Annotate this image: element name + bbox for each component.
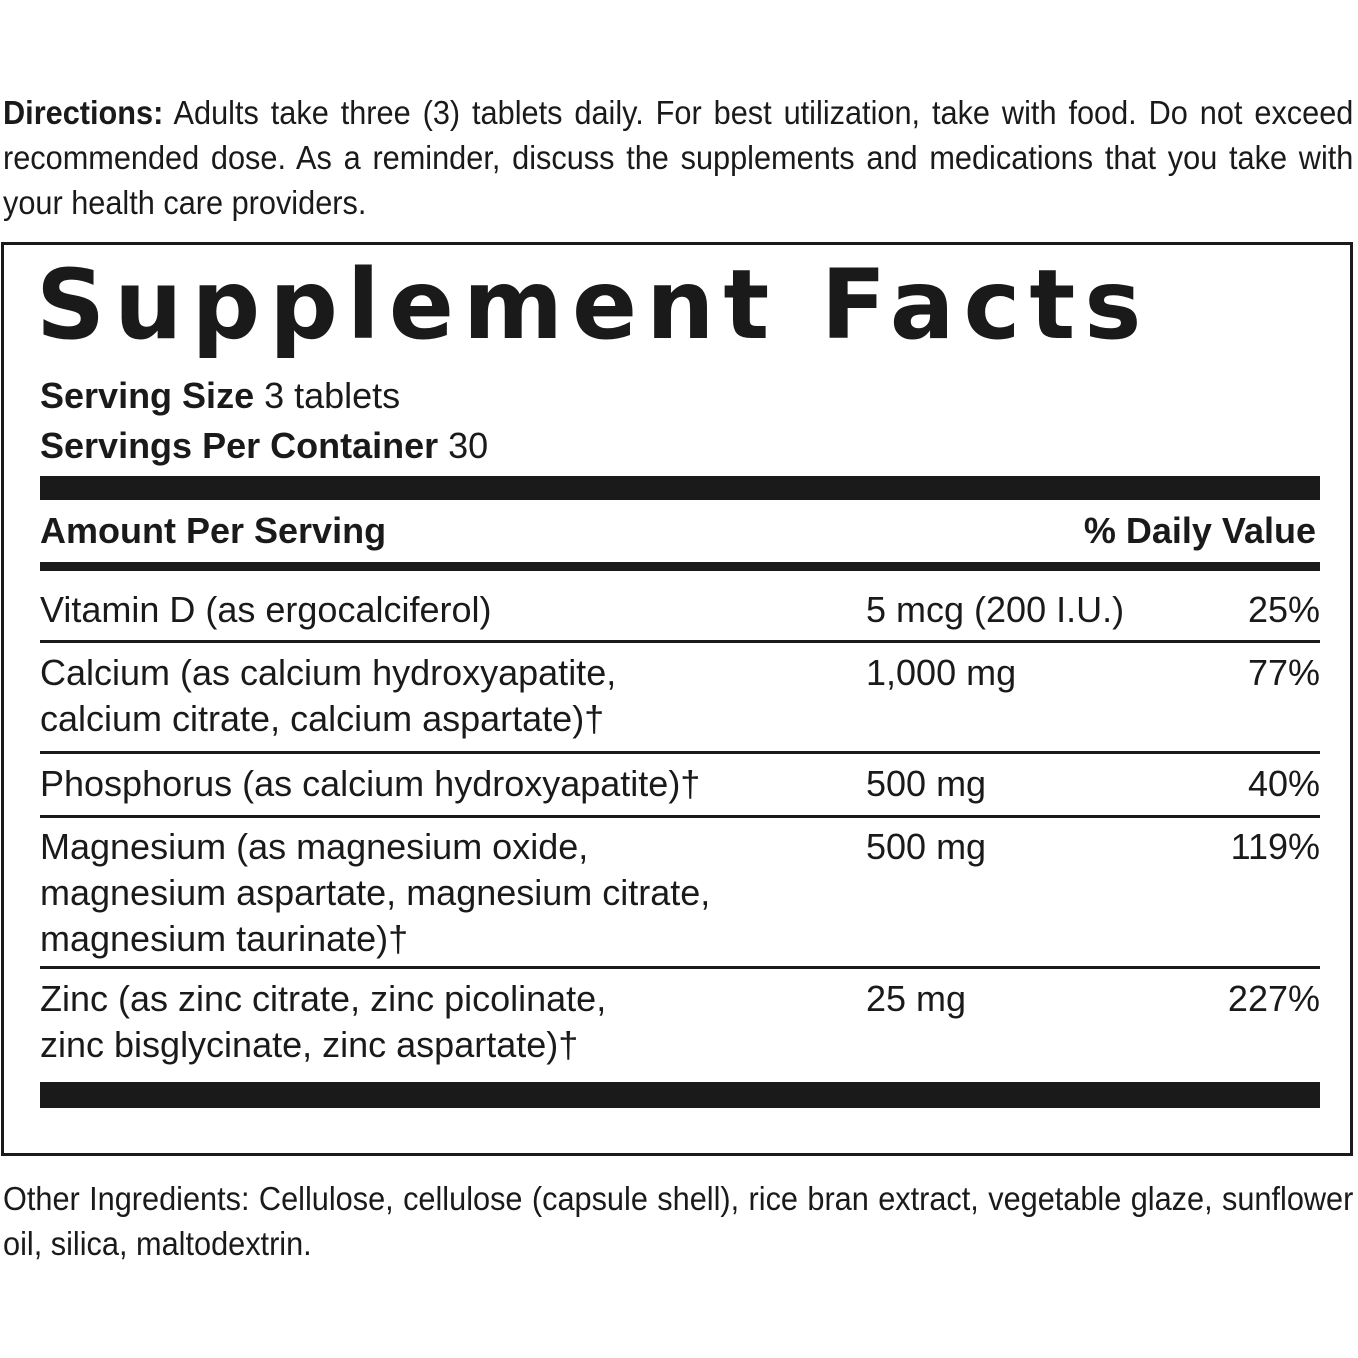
nutrient-name-line: magnesium aspartate, magnesium citrate, bbox=[40, 872, 711, 913]
nutrient-name-line: Zinc (as zinc citrate, zinc picolinate, bbox=[40, 978, 607, 1019]
supplement-facts-title: Supplement Facts bbox=[36, 249, 1151, 361]
nutrient-name-line: zinc bisglycinate, zinc aspartate)† bbox=[40, 1024, 579, 1065]
nutrient-name-line: Phosphorus (as calcium hydroxyapatite)† bbox=[40, 763, 701, 804]
nutrient-dv-phosphorus: 40% bbox=[1247, 763, 1320, 804]
nutrient-name-line: calcium citrate, calcium aspartate)† bbox=[40, 698, 605, 739]
nutrient-name-zinc bbox=[40, 976, 606, 1068]
daily-value-header: % Daily Value bbox=[1083, 510, 1316, 551]
nutrient-name-line: Vitamin D (as ergocalciferol) bbox=[40, 589, 492, 630]
row-divider bbox=[40, 640, 1320, 643]
directions-text: Adults take three (3) tablets daily. For best utilization, take with food. Do not exceed recommended dose. As a reminder, discuss the supplements and medications that you take with your health care providers. bbox=[3, 94, 1354, 221]
other-ingredients: Other Ingredients: Cellulose, cellulose (capsule shell), rice bran extract, vegetable glaze, sunflower oil, silica, maltodextrin. bbox=[3, 1180, 1354, 1262]
nutrient-name-line: magnesium taurinate)† bbox=[40, 918, 409, 959]
serving-size bbox=[40, 374, 400, 418]
thick-divider-top bbox=[40, 476, 1320, 500]
nutrient-name-phosphorus bbox=[40, 761, 700, 807]
medium-divider bbox=[40, 562, 1320, 571]
row-divider bbox=[40, 966, 1320, 969]
thick-divider-bottom bbox=[40, 1082, 1320, 1108]
nutrient-name-calcium bbox=[40, 650, 616, 742]
nutrient-amount-calcium: 1,000 mg bbox=[866, 652, 1017, 693]
nutrient-amount-zinc: 25 mg bbox=[866, 978, 967, 1019]
serving-size-value: 3 tablets bbox=[254, 375, 401, 416]
nutrient-dv-zinc: 227% bbox=[1227, 978, 1320, 1019]
servings-per-container bbox=[40, 424, 488, 468]
directions-paragraph bbox=[3, 90, 1353, 225]
amount-per-serving-header: Amount Per Serving bbox=[40, 510, 387, 551]
nutrient-dv-magnesium: 119% bbox=[1230, 826, 1320, 867]
nutrient-dv-vitamin-d: 25% bbox=[1247, 589, 1320, 630]
nutrient-amount-phosphorus: 500 mg bbox=[866, 763, 987, 804]
directions-label: Directions: bbox=[3, 94, 164, 131]
nutrient-amount-vitamin-d: 5 mcg (200 I.U.) bbox=[866, 589, 1125, 630]
serving-size-label: Serving Size bbox=[40, 375, 255, 416]
nutrient-name-line: Magnesium (as magnesium oxide, bbox=[40, 826, 589, 867]
servings-per-container-label: Servings Per Container bbox=[40, 425, 439, 466]
row-divider bbox=[40, 815, 1320, 818]
nutrient-name-line: Calcium (as calcium hydroxyapatite, bbox=[40, 652, 617, 693]
nutrient-amount-magnesium: 500 mg bbox=[866, 826, 987, 867]
row-divider bbox=[40, 751, 1320, 754]
nutrient-dv-calcium: 77% bbox=[1247, 652, 1320, 693]
nutrient-name-vitamin-d bbox=[40, 587, 492, 633]
nutrient-name-magnesium bbox=[40, 824, 710, 962]
servings-per-container-value: 30 bbox=[438, 425, 489, 466]
